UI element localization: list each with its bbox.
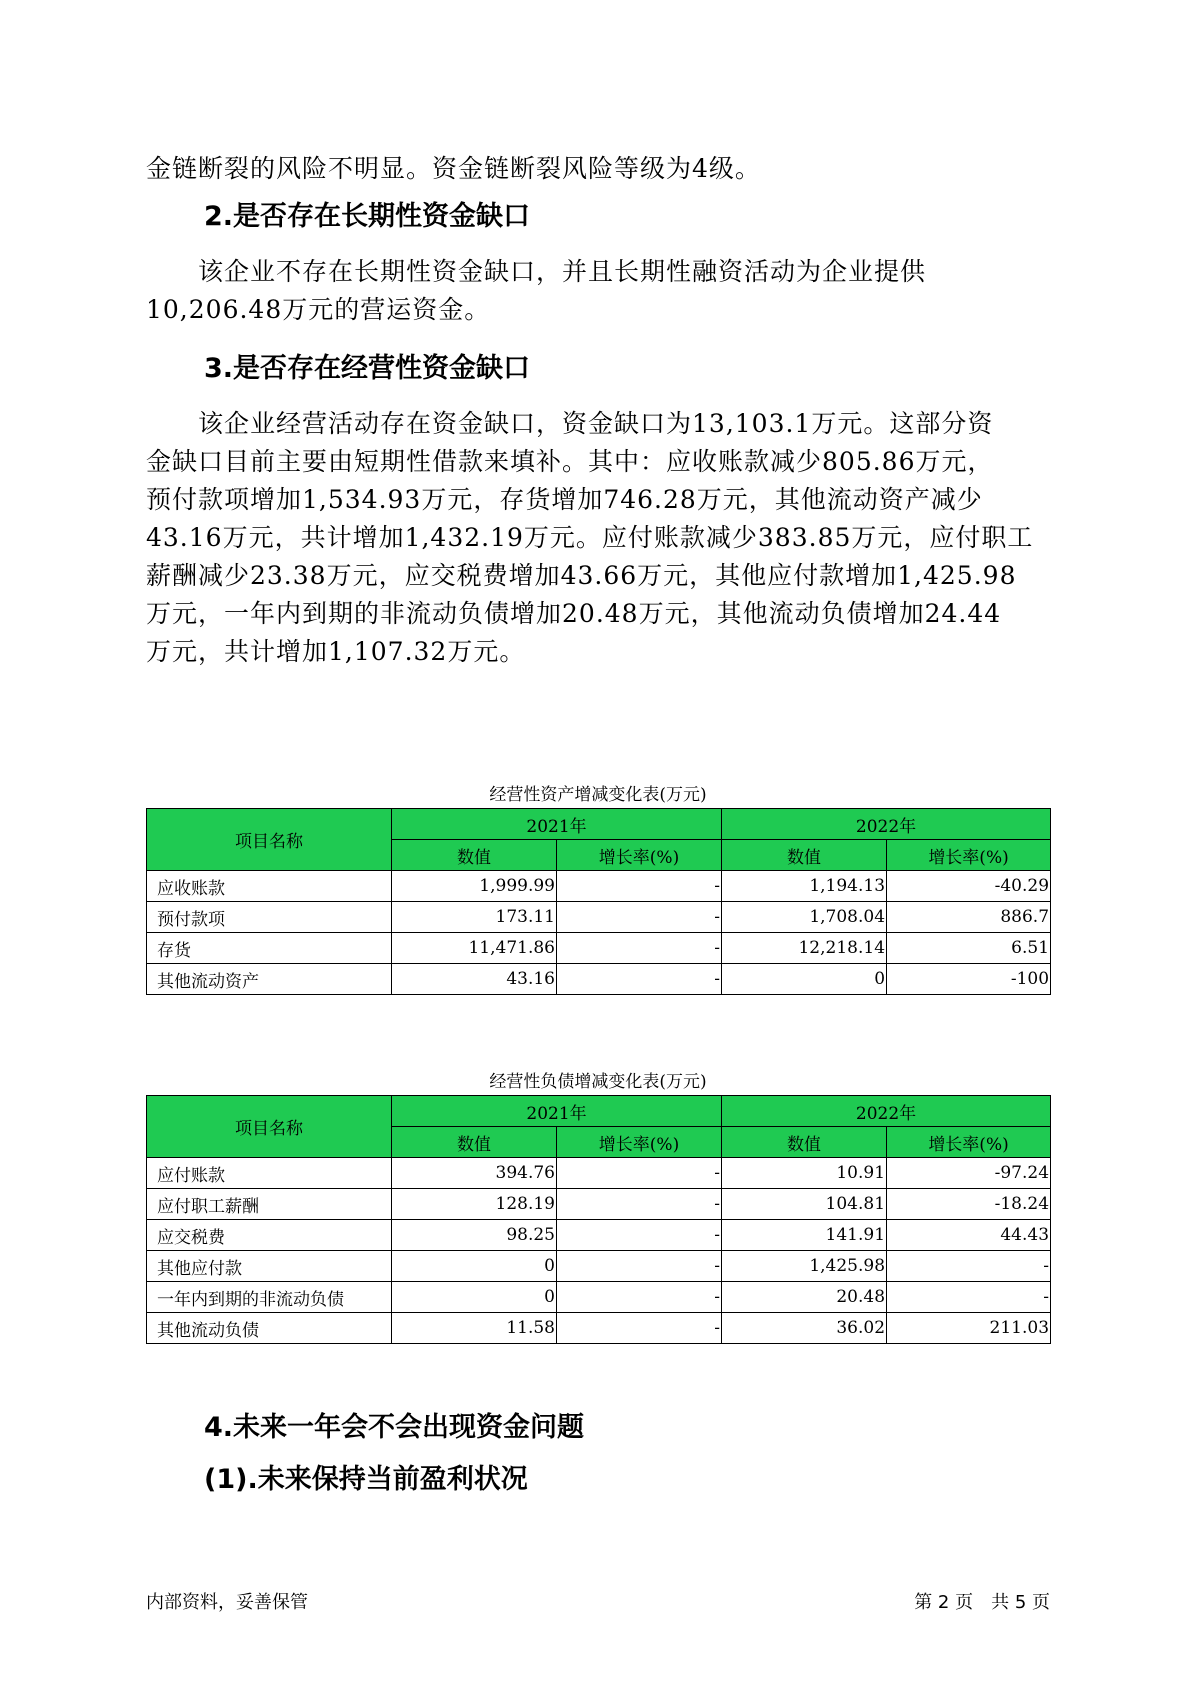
cell-growth-2021: - (557, 1282, 722, 1313)
cell-growth-2021: - (557, 871, 722, 902)
cell-growth-2022: 886.7 (887, 902, 1051, 933)
header-item-name: 项目名称 (147, 809, 392, 871)
cell-value-2021: 1,999.99 (392, 871, 557, 902)
heading-operating-gap: 3.是否存在经营性资金缺口 (204, 353, 531, 384)
cell-value-2021: 11.58 (392, 1313, 557, 1344)
cell-growth-2022: 6.51 (887, 933, 1051, 964)
header-value: 数值 (392, 1127, 557, 1158)
cell-growth-2021: - (557, 964, 722, 995)
table-header-row (147, 1096, 1051, 1127)
cell-value-2021: 0 (392, 1282, 557, 1313)
header-growth: 增长率(%) (557, 840, 722, 871)
cell-name: 存货 (147, 933, 392, 964)
cell-name: 应收账款 (147, 871, 392, 902)
header-growth: 增长率(%) (557, 1127, 722, 1158)
header-value: 数值 (722, 1127, 887, 1158)
paragraph-risk-level (146, 150, 1046, 188)
table-row (147, 1189, 1051, 1220)
paragraph-long-term-gap (146, 253, 1046, 329)
table-header-row (147, 809, 1051, 840)
paragraph-line: 万元，共计增加1,107.32万元。 (146, 637, 526, 666)
operating-liabilities-table (146, 1095, 1051, 1344)
cell-value-2022: 1,708.04 (722, 902, 887, 933)
header-item-name: 项目名称 (147, 1096, 392, 1158)
cell-value-2022: 12,218.14 (722, 933, 887, 964)
cell-value-2022: 1,425.98 (722, 1251, 887, 1282)
paragraph-line: 薪酬减少23.38万元，应交税费增加43.66万元，其他应付款增加1,425.98 (146, 561, 1017, 590)
paragraph-line: 该企业经营活动存在资金缺口，资金缺口为13,103.1万元。这部分资 (146, 409, 994, 438)
cell-growth-2022: -97.24 (887, 1158, 1051, 1189)
cell-value-2022: 36.02 (722, 1313, 887, 1344)
table-caption-liabilities: 经营性负债增减变化表(万元) (489, 1072, 707, 1092)
header-value: 数值 (722, 840, 887, 871)
table-row (147, 902, 1051, 933)
cell-name: 一年内到期的非流动负债 (147, 1282, 392, 1313)
paragraph-line: 金链断裂的风险不明显。资金链断裂风险等级为4级。 (146, 154, 761, 183)
cell-growth-2022: -40.29 (887, 871, 1051, 902)
cell-growth-2022: -100 (887, 964, 1051, 995)
paragraph-line: 10,206.48万元的营运资金。 (146, 295, 491, 324)
paragraph-line: 该企业不存在长期性资金缺口，并且长期性融资活动为企业提供 (146, 257, 927, 286)
cell-growth-2022: - (887, 1251, 1051, 1282)
cell-value-2022: 141.91 (722, 1220, 887, 1251)
cell-name: 应交税费 (147, 1220, 392, 1251)
cell-value-2021: 0 (392, 1251, 557, 1282)
paragraph-line: 万元，一年内到期的非流动负债增加20.48万元，其他流动负债增加24.44 (146, 599, 1002, 628)
header-growth: 增长率(%) (887, 1127, 1051, 1158)
cell-growth-2021: - (557, 1158, 722, 1189)
paragraph-line: 43.16万元，共计增加1,432.19万元。应付账款减少383.85万元，应付职工 (146, 523, 1034, 552)
table-caption-assets: 经营性资产增减变化表(万元) (489, 785, 707, 805)
cell-value-2021: 43.16 (392, 964, 557, 995)
table-row (147, 1313, 1051, 1344)
cell-growth-2021: - (557, 1189, 722, 1220)
cell-name: 应付职工薪酬 (147, 1189, 392, 1220)
table-row (147, 1158, 1051, 1189)
cell-growth-2022: 44.43 (887, 1220, 1051, 1251)
cell-value-2022: 104.81 (722, 1189, 887, 1220)
cell-name: 其他应付款 (147, 1251, 392, 1282)
cell-growth-2021: - (557, 902, 722, 933)
header-year-2022: 2022年 (722, 809, 1051, 840)
cell-value-2022: 10.91 (722, 1158, 887, 1189)
cell-growth-2021: - (557, 1220, 722, 1251)
cell-growth-2021: - (557, 1313, 722, 1344)
cell-name: 预付款项 (147, 902, 392, 933)
cell-value-2021: 98.25 (392, 1220, 557, 1251)
cell-value-2021: 128.19 (392, 1189, 557, 1220)
cell-growth-2022: -18.24 (887, 1189, 1051, 1220)
header-value: 数值 (392, 840, 557, 871)
cell-value-2021: 173.11 (392, 902, 557, 933)
cell-name: 应付账款 (147, 1158, 392, 1189)
footer-page-number: 第 2 页 共 5 页 (914, 1592, 1050, 1613)
heading-current-profit: (1).未来保持当前盈利状况 (204, 1464, 528, 1495)
table-row (147, 933, 1051, 964)
cell-growth-2022: 211.03 (887, 1313, 1051, 1344)
header-growth: 增长率(%) (887, 840, 1051, 871)
cell-name: 其他流动资产 (147, 964, 392, 995)
header-year-2021: 2021年 (392, 1096, 722, 1127)
heading-long-term-gap: 2.是否存在长期性资金缺口 (204, 201, 531, 232)
paragraph-operating-gap (146, 405, 1046, 671)
cell-growth-2022: - (887, 1282, 1051, 1313)
table-row (147, 964, 1051, 995)
table-row (147, 1251, 1051, 1282)
cell-value-2021: 11,471.86 (392, 933, 557, 964)
paragraph-line: 预付款项增加1,534.93万元，存货增加746.28万元，其他流动资产减少 (146, 485, 983, 514)
cell-growth-2021: - (557, 1251, 722, 1282)
footer-confidential: 内部资料，妥善保管 (146, 1592, 308, 1613)
paragraph-line: 金缺口目前主要由短期性借款来填补。其中：应收账款减少805.86万元， (146, 447, 994, 476)
cell-value-2022: 20.48 (722, 1282, 887, 1313)
table-row (147, 871, 1051, 902)
cell-value-2021: 394.76 (392, 1158, 557, 1189)
table-row (147, 1220, 1051, 1251)
cell-name: 其他流动负债 (147, 1313, 392, 1344)
table-row (147, 1282, 1051, 1313)
cell-value-2022: 0 (722, 964, 887, 995)
header-year-2021: 2021年 (392, 809, 722, 840)
operating-assets-table (146, 808, 1051, 995)
cell-value-2022: 1,194.13 (722, 871, 887, 902)
header-year-2022: 2022年 (722, 1096, 1051, 1127)
heading-next-year: 4.未来一年会不会出现资金问题 (204, 1412, 585, 1443)
cell-growth-2021: - (557, 933, 722, 964)
